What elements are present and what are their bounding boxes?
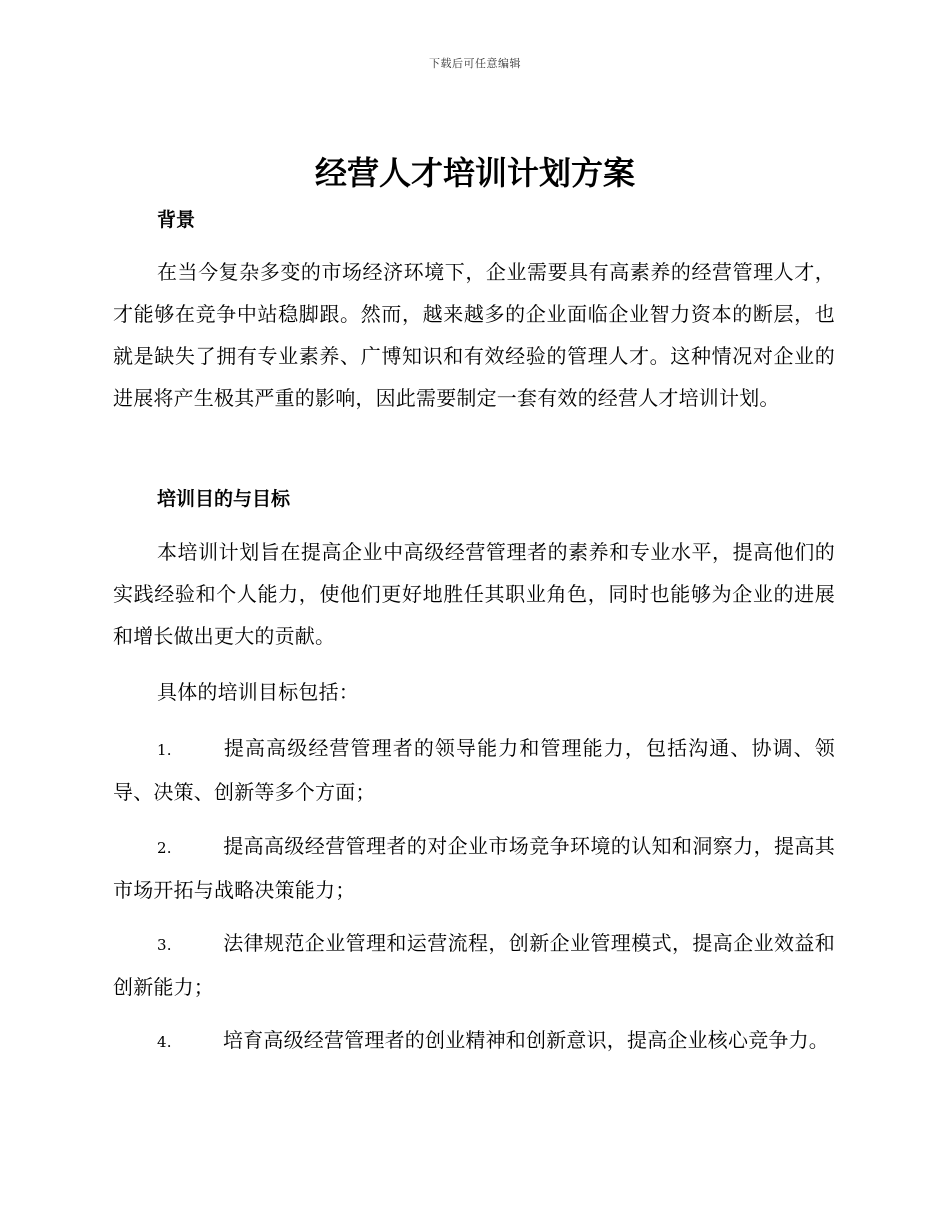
list-item [113,922,835,1008]
background-paragraph: 在当今复杂多变的市场经济环境下，企业需要具有高素养的经营管理人才，才能够在竞争中站稳脚跟。然而，越来越多的企业面临企业智力资本的断层，也就是缺失了拥有专业素养、广博知识和有效经验的管理人才。这种情况对企业的进展将产生极其严重的影响，因此需要制定一套有效的经营人才培训计划。 [113,260,835,410]
list-item-number: 4. [157,1033,172,1051]
document-title: 经营人才培训计划方案 [314,154,635,192]
list-item-text: 提高高级经营管理者的领导能力和管理能力，包括沟通、协调、领导、决策、创新等多个方面； [113,736,835,804]
list-item-text: 培育高级经营管理者的创业精神和创新意识，提高企业核心竞争力。 [223,1028,829,1052]
list-item-number: 3. [157,936,172,954]
list-item-number: 1. [157,741,172,759]
list-item [113,1019,835,1063]
header-note: 下载后可任意编辑 [429,57,521,70]
section-heading-background: 背景 [157,209,196,231]
list-item [113,727,835,813]
section-heading-goals: 培训目的与目标 [157,488,291,510]
list-item-text: 法律规范企业管理和运营流程，创新企业管理模式，提高企业效益和创新能力； [113,931,835,999]
list-item-number: 2. [157,839,172,857]
goals-intro: 具体的培训目标包括： [157,680,359,704]
goals-paragraph: 本培训计划旨在提高企业中高级经营管理者的素养和专业水平，提高他们的实践经验和个人能力，使他们更好地胜任其职业角色，同时也能够为企业的进展和增长做出更大的贡献。 [113,540,835,648]
list-item-text: 提高高级经营管理者的对企业市场竞争环境的认知和洞察力，提高其市场开拓与战略决策能力； [113,834,835,902]
list-item [113,825,835,911]
